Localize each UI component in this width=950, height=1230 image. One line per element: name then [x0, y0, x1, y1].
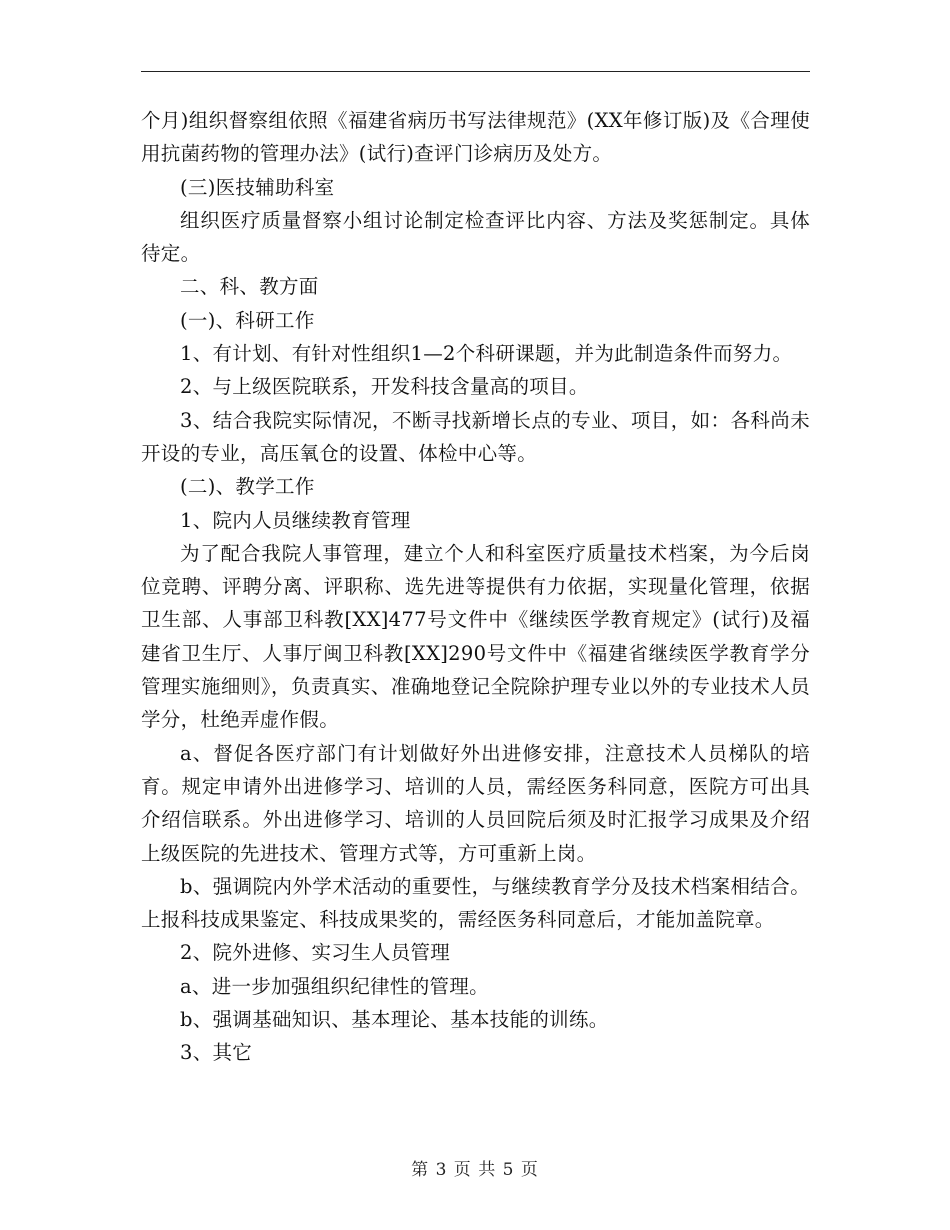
- paragraph: a、进一步加强组织纪律性的管理。: [180, 974, 489, 998]
- paragraph: 1、有计划、有针对性组织1—2个科研课题，并为此制造条件而努力。: [180, 342, 793, 366]
- paragraph: (一)、科研工作: [180, 308, 315, 332]
- paragraph: 个月)组织督察组依照《福建省病历书写法律规范》(XX年修订版)及《合理使用抗菌药物的管理办法》(试行)查评门诊病历及处方。: [141, 109, 810, 166]
- page-footer: 第 3 页 共 5 页: [411, 1160, 539, 1180]
- header-rule: [141, 71, 810, 72]
- paragraph: a、督促各医疗部门有计划做好外出进修安排，注意技术人员梯队的培育。规定申请外出进修学习、培训的人员，需经医务科同意，医院方可出具介绍信联系。外出进修学习、培训的人员回院后须及时汇报学习成果及介绍上级医院的先进技术、管理方式等，方可重新上岗。: [141, 741, 810, 865]
- paragraph: 二、科、教方面: [180, 275, 319, 299]
- paragraph: 组织医疗质量督察小组讨论制定检查评比内容、方法及奖惩制定。具体待定。: [141, 208, 810, 266]
- paragraph: b、强调基础知识、基本理论、基本技能的训练。: [180, 1008, 609, 1032]
- paragraph: (三)医技辅助科室: [180, 175, 335, 199]
- paragraph: 3、结合我院实际情况，不断寻找新增长点的专业、项目，如：各科尚未开设的专业，高压氧仓的设置、体检中心等。: [141, 408, 810, 465]
- paragraph: b、强调院内外学术活动的重要性，与继续教育学分及技术档案相结合。上报科技成果鉴定、科技成果奖的，需经医务科同意后，才能加盖院章。: [141, 874, 810, 932]
- paragraph: 1、院内人员继续教育管理: [180, 508, 411, 532]
- paragraph: (二)、教学工作: [180, 475, 315, 499]
- paragraph: 3、其它: [180, 1041, 253, 1065]
- document-body: [141, 104, 810, 1070]
- paragraph: 为了配合我院人事管理，建立个人和科室医疗质量技术档案，为今后岗位竞聘、评聘分离、评职称、选先进等提供有力依据，实现量化管理，依据卫生部、人事部卫科教[XX]477号文件中《继续医学教育规定》(试行)及福建省卫生厅、人事厅闽卫科教[XX]290号文件中《福建省继续医学教育学分管理实施细则》，负责真实、准确地登记全院除护理专业以外的专业技术人员学分，杜绝弄虚作假。: [141, 541, 810, 732]
- paragraph: 2、院外进修、实习生人员管理: [180, 941, 451, 965]
- paragraph: 2、与上级医院联系，开发科技含量高的项目。: [180, 375, 589, 399]
